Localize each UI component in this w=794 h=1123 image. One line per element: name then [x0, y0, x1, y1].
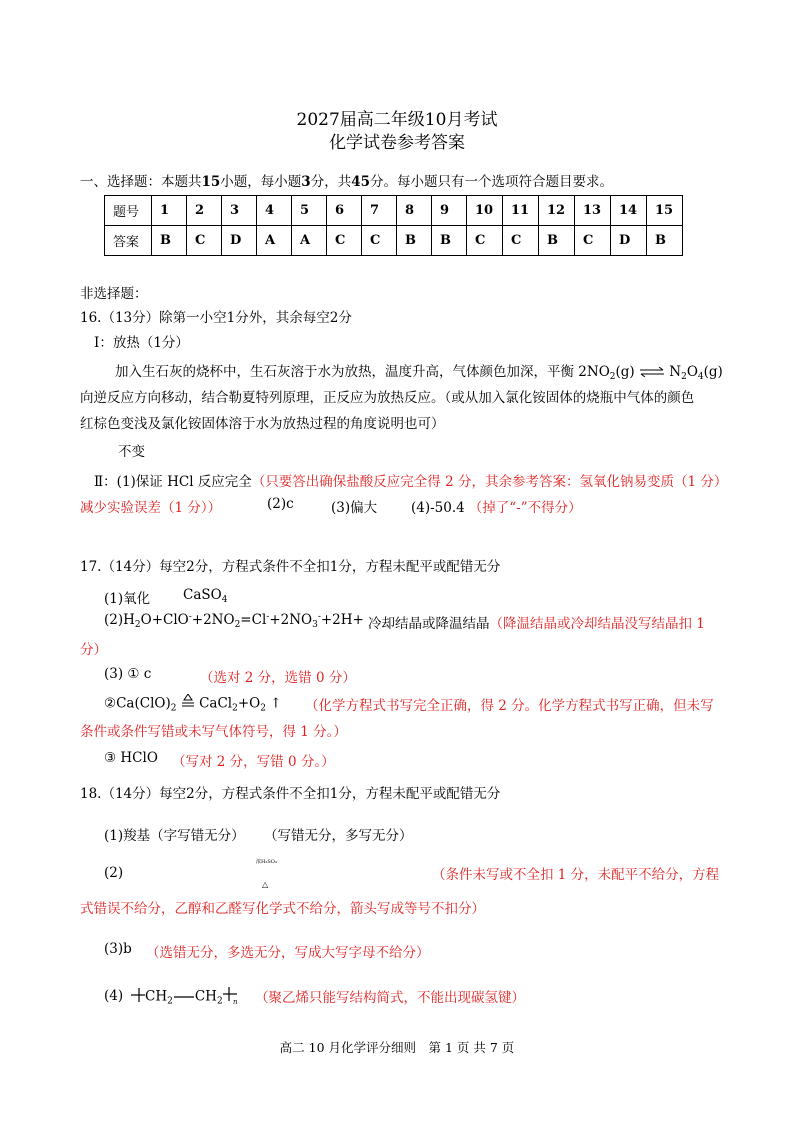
- q17-text: CaSO: [183, 587, 222, 603]
- q17-text: ②Ca(ClO): [104, 695, 171, 712]
- nonchoice-heading: 非选择题：: [80, 286, 148, 302]
- section1-intro: [80, 170, 613, 190]
- q16-explanation-line1: 加入生石灰的烧杯中，生石灰溶于水为放热，温度升高，气体颜色加深，平衡 $2NO_2(g)$ $N_2O_4(g)$: [115, 364, 723, 382]
- polyethylene-formula: $CH_2$ $CH_2$ n: [131, 986, 239, 1008]
- q17-scoring-note-3-3: （写对 2 分，写错 0 分。）: [172, 754, 335, 770]
- q18-answer-2: (2): [104, 865, 124, 881]
- q17-scoring-note: （降温结晶或冷却结晶没写结晶扣 1: [489, 616, 705, 632]
- q17-text: O+ClO: [140, 612, 189, 628]
- answer-cell: C: [327, 226, 362, 256]
- q17-scoring-note-cont: 分）: [80, 642, 107, 658]
- answer-cell: C: [187, 226, 222, 256]
- intro-text-a: 一、选择题：本题共: [80, 174, 202, 190]
- q16-text: 加入生石灰的烧杯中，生石灰溶于水为放热，温度升高，气体颜色加深，平衡 2NO: [115, 364, 610, 380]
- answer-cell: C: [503, 226, 539, 256]
- q18-answer-4: (4): [104, 988, 124, 1004]
- answer-cell: A: [292, 226, 327, 256]
- q17-text: +2NO: [269, 612, 313, 628]
- q18-answer-3: (3)b: [104, 941, 132, 957]
- q-number: 4: [257, 196, 292, 226]
- q18-reaction-condition: 浓H₂SO₄: [256, 859, 277, 865]
- q16-scoring-note: （只要答出确保盐酸反应完全得 2 分，其余参考答案：氢氧化钠易变质（1 分）: [251, 474, 728, 490]
- bracket-left-icon: [131, 987, 145, 1007]
- intro-text-d: 分。每小题只有一个选项符合题目要求。: [370, 174, 613, 190]
- q18-text: CH: [194, 988, 217, 1005]
- q17-heading: 17.（14分）每空2分，方程式条件不全扣1分，方程未配平或配错无分: [80, 559, 501, 575]
- table-row-answers: [105, 226, 683, 256]
- q-number: 5: [292, 196, 327, 226]
- q-number: 3: [222, 196, 257, 226]
- q16-answer-2: (2)c: [267, 496, 294, 512]
- answer-cell: D: [611, 226, 647, 256]
- q16-text: O: [686, 364, 698, 380]
- q16-explanation-line2: 向逆反应方向移动，结合勒夏特列原理，正反应为放热反应。（或从加入氯化铵固体的烧瓶中气体的颜色: [80, 390, 695, 406]
- answer-cell: B: [397, 226, 432, 256]
- row-label-number: 题号: [105, 196, 152, 226]
- answer-cell: C: [467, 226, 503, 256]
- q16-text: N: [669, 364, 682, 380]
- q18-answer-1a: (1)羧基（字写错无分）: [104, 828, 245, 844]
- answer-cell: C: [362, 226, 397, 256]
- q18-scoring-note-2: （条件未写或不全扣 1 分，未配平不给分，方程: [432, 867, 720, 883]
- q18-heading: 18.（14分）每空2分，方程式条件不全扣1分，方程未配平或配错无分: [80, 786, 501, 802]
- q16-heading: 16.（13分）除第一小空1分外，其余每空2分: [80, 310, 352, 326]
- q17-answer-2: $(2)H_2O+ClO^-+2NO_2=Cl^-+2NO_3^-+2H+$: [104, 612, 364, 630]
- q-number: 15: [647, 196, 683, 226]
- answer-cell: B: [539, 226, 575, 256]
- bracket-right-icon: [223, 986, 239, 1008]
- q-number: 2: [187, 196, 222, 226]
- q18-scoring-note-3: （选错无分，多选无分，写成大写字母不给分）: [146, 945, 430, 961]
- answer-cell: C: [575, 226, 611, 256]
- q16-part1: Ⅰ：放热（1分）: [94, 335, 189, 351]
- heat-triangle-icon: △: [262, 880, 269, 889]
- answer-cell: B: [647, 226, 683, 256]
- q-number: 1: [152, 196, 187, 226]
- intro-text-b: 小题，每小题: [220, 174, 302, 190]
- q17-text: +2NO: [191, 612, 235, 628]
- intro-per-score: 3: [301, 174, 311, 190]
- q17-text: +2H+: [320, 612, 364, 628]
- q-number: 6: [327, 196, 362, 226]
- q16-part2-line2: [80, 496, 221, 516]
- q17-answer-2b: [368, 612, 705, 632]
- q17-text: ↑: [270, 695, 282, 712]
- q18-scoring-note-2-cont: 式错误不给分，乙醇和乙醛写化学式不给分，箭头写成等号不扣分）: [80, 901, 485, 917]
- q-number: 11: [503, 196, 539, 226]
- q16-answer-3: (3)偏大: [331, 500, 378, 516]
- row-label-answer: 答案: [105, 226, 152, 256]
- svg-text:n: n: [232, 998, 238, 1004]
- intro-text-c: 分，共: [310, 174, 352, 190]
- doc-subtitle: 化学试卷参考答案: [329, 133, 465, 153]
- answer-cell: B: [432, 226, 467, 256]
- q16-answer-unchanged: 不变: [118, 444, 145, 460]
- q16-part2-line1: [94, 470, 727, 490]
- q16-answer: (4)-50.4: [411, 500, 465, 516]
- q17-answer-3-1: (3) ① c: [104, 666, 152, 682]
- q17-text: (2)H: [104, 612, 135, 628]
- table-row-numbers: [105, 196, 683, 226]
- bond-line-icon: [173, 989, 195, 1005]
- q18-scoring-note-4: （聚乙烯只能写结构简式，不能出现碳氢键）: [255, 990, 525, 1006]
- page-footer: 高二 10 月化学评分细则 第 1 页 共 7 页: [279, 1040, 515, 1055]
- q16-answer-4: [411, 496, 582, 516]
- q16-explanation-line3: 红棕色变浅及氯化铵固体溶于水为放热过程的角度说明也可）: [80, 416, 445, 432]
- q17-scoring-note-3-2: （化学方程式书写完全正确，得 2 分。化学方程式书写正确，但未写: [305, 698, 714, 714]
- q17-scoring-note-3-1: （选对 2 分，选错 0 分）: [200, 670, 356, 686]
- intro-total: 45: [351, 174, 370, 190]
- q17-text: CaCl: [199, 695, 233, 712]
- q-number: 10: [467, 196, 503, 226]
- q16-scoring-note: （掉了“-”不得分）: [468, 500, 582, 516]
- q-number: 13: [575, 196, 611, 226]
- q18-text: CH: [145, 988, 168, 1005]
- heat-equals-icon: [181, 694, 195, 714]
- intro-n-questions: 15: [201, 174, 221, 190]
- q-number: 14: [611, 196, 647, 226]
- answer-table: [104, 195, 683, 256]
- q18-answer-1b: （写错无分，多写无分）: [264, 828, 413, 844]
- q-number: 7: [362, 196, 397, 226]
- q-number: 9: [432, 196, 467, 226]
- q17-text: 冷却结晶或降温结晶: [368, 616, 490, 632]
- q17-scoring-note-3-2-cont: 条件或条件写错或未写气体符号，得 1 分。）: [80, 724, 347, 740]
- answer-cell: D: [222, 226, 257, 256]
- q17-answer-3-2: $②Ca(ClO)_2$ $CaCl_2+O_2$ ↑: [104, 695, 282, 714]
- answer-cell: B: [152, 226, 187, 256]
- q16-text: (g): [703, 364, 723, 380]
- q17-text: =Cl: [240, 612, 267, 628]
- q-number: 8: [397, 196, 432, 226]
- q-number: 12: [539, 196, 575, 226]
- q16-text: (g): [615, 364, 635, 380]
- q17-answer-3-3: ③ HClO: [104, 750, 158, 766]
- equilibrium-arrow-icon: [639, 365, 665, 381]
- doc-title: 2027届高二年级10月考试: [296, 110, 498, 130]
- answer-cell: A: [257, 226, 292, 256]
- q16-answer: Ⅱ：(1)保证 HCl 反应完全: [94, 474, 252, 490]
- q17-answer-1a: (1)氧化: [104, 591, 151, 607]
- q17-text: +O: [237, 695, 261, 712]
- q17-answer-1b: CaSO$_4$: [183, 587, 228, 605]
- q16-scoring-note: 减少实验误差（1 分））: [80, 500, 222, 516]
